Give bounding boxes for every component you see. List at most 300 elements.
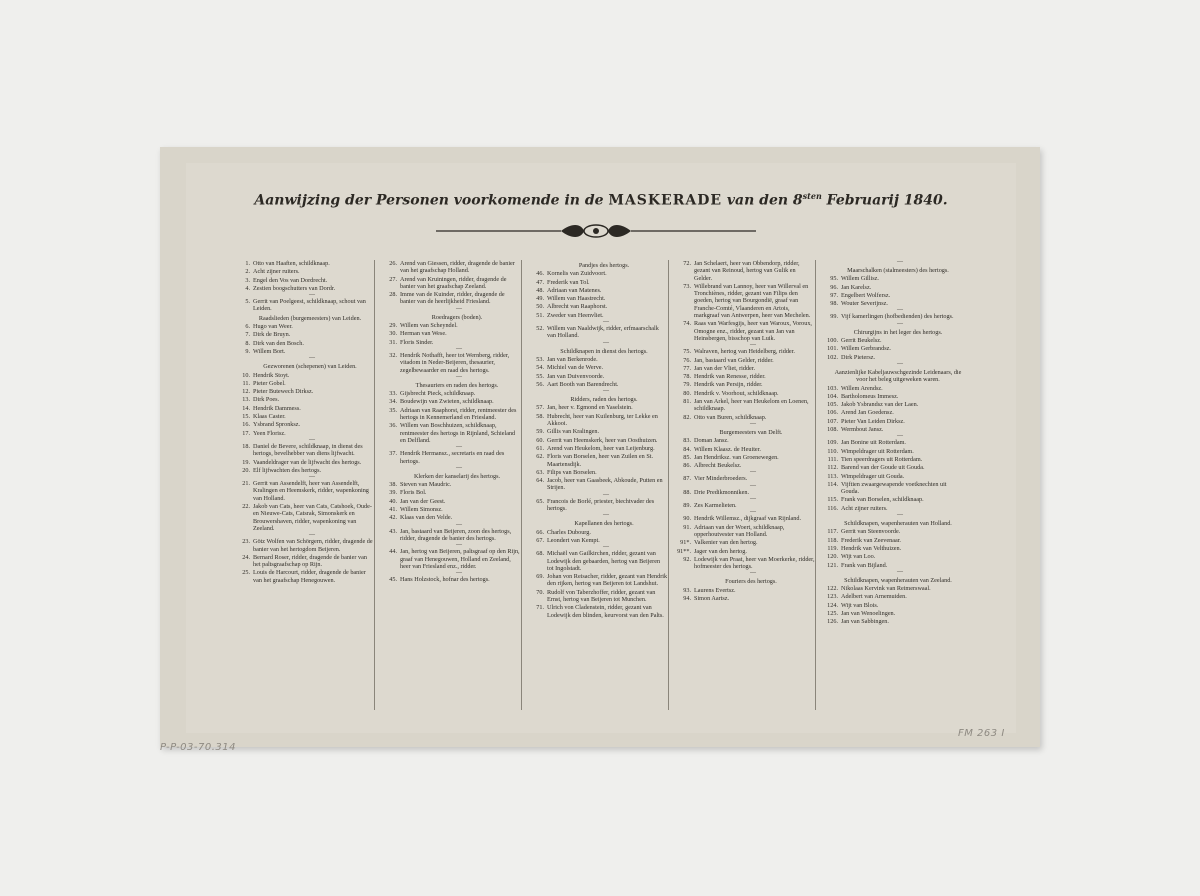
section-heading: Chirurgijns in het leger des hertogs. xyxy=(853,328,943,336)
list-item xyxy=(236,298,374,313)
entry-text: Jacob, heer van Gaasbeek, Abkoude, Putten en Strijen. xyxy=(547,477,663,492)
separator-dash: — xyxy=(897,259,903,265)
entry-text: Daniel de Bevere, schildknaap, in dienst des hertogs, bevelhebber van diens lijfwacht. xyxy=(253,442,363,458)
entry-number: 66. xyxy=(536,528,544,536)
list-item xyxy=(236,569,374,584)
list-item xyxy=(824,292,962,299)
entry-text: Hendrik van Persijn, ridder. xyxy=(694,381,763,389)
entry-number: 105. xyxy=(827,401,838,409)
entry-text: Hendrik Stoyt. xyxy=(253,371,290,379)
entry-number: 24. xyxy=(242,553,250,561)
list-item xyxy=(677,365,815,372)
list-item xyxy=(824,409,962,416)
list-item xyxy=(824,553,962,560)
section-heading: Fouriers des hertogs. xyxy=(725,578,777,586)
separator-dash: — xyxy=(456,305,462,312)
list-item xyxy=(677,437,815,444)
entry-number: 121. xyxy=(827,561,838,569)
list-item xyxy=(530,413,668,428)
entry-number: 9. xyxy=(245,347,250,355)
list-item xyxy=(677,524,815,539)
entry-text: Ulrich von Cladenstein, ridder, gezant van Lodewijk den blinden, keurvorst van den Palts. xyxy=(547,604,664,619)
column-4 xyxy=(677,260,815,715)
entry-text: Vier Minderbroeders. xyxy=(694,475,748,483)
list-item xyxy=(383,506,521,513)
entry-text: Rudolf von Taberzhoffer, ridder, gezant van Ernst, hertog van Beijeren tot Munchen. xyxy=(547,588,656,603)
entry-number: 27. xyxy=(389,275,397,283)
entry-number: 61. xyxy=(536,444,544,452)
list-item xyxy=(677,595,815,602)
list-item xyxy=(824,562,962,569)
list-item xyxy=(677,373,815,380)
list-item xyxy=(530,537,668,544)
list-item xyxy=(530,404,668,411)
entry-number: 104. xyxy=(827,392,838,400)
entry-text: Acht zijner ruiters. xyxy=(253,268,300,276)
separator-dash: — xyxy=(750,496,756,503)
entry-number: 2. xyxy=(245,268,250,276)
entry-number: 70. xyxy=(536,588,544,596)
entry-number: 39. xyxy=(389,489,397,497)
separator-dash: — xyxy=(750,469,756,476)
list-item xyxy=(677,462,815,469)
list-item xyxy=(383,489,521,496)
list-item xyxy=(530,477,668,492)
entry-text: Wimpeldrager uit Gouda. xyxy=(841,472,905,480)
list-item xyxy=(530,453,668,468)
separator-dash: — xyxy=(603,491,609,498)
separator-dash: — xyxy=(750,342,756,349)
entry-number: 116. xyxy=(827,504,838,512)
entry-number: 4. xyxy=(245,284,250,292)
entry-text: Lodewijk van Praat, heer van Moerkerke, ridder, hofmeester des hertogs. xyxy=(694,555,815,571)
list-item xyxy=(677,381,815,388)
entry-text: Jakob van Cats, heer van Cats, Catshoek, Oude- en Nieuwe-Cats, Catsrak, Simonskerk en Brouwershaven, ridder, wapenkoning van Zeeland. xyxy=(253,503,372,532)
entry-text: Jan van Duivenvoorde. xyxy=(547,372,605,380)
section-heading: Schildknapen, wapenherauten van Zeeland. xyxy=(844,576,952,584)
entry-text: Dirk van den Bosch. xyxy=(253,339,304,347)
entry-number: 75. xyxy=(683,348,691,356)
list-item xyxy=(824,456,962,463)
list-item xyxy=(677,414,815,421)
entry-text: Jager van den hertog. xyxy=(694,547,747,555)
list-item xyxy=(530,312,668,319)
list-item xyxy=(236,372,374,379)
entry-text: Steven van Maudric. xyxy=(400,481,452,489)
entry-number: 93. xyxy=(683,586,691,594)
entry-text: Jan, heer v. Egmond en Yaselstein. xyxy=(547,404,633,412)
entry-number: 40. xyxy=(389,497,397,505)
list-item xyxy=(530,279,668,286)
entry-number: 122. xyxy=(827,585,838,593)
list-item xyxy=(824,448,962,455)
separator-dash: — xyxy=(309,436,315,443)
entry-number: 19. xyxy=(242,458,250,466)
entry-text: Willem Klaasz. de Heuiter. xyxy=(694,445,761,453)
list-item xyxy=(383,576,521,583)
separator-dash: — xyxy=(309,474,315,481)
entry-number: 126. xyxy=(827,618,838,626)
entry-number: 16. xyxy=(242,421,250,429)
entry-number: 110. xyxy=(827,447,838,455)
entry-text: Willem Arendsz. xyxy=(841,384,883,392)
list-item xyxy=(236,459,374,466)
list-item xyxy=(236,323,374,330)
separator-dash: — xyxy=(750,570,756,577)
list-item xyxy=(677,489,815,496)
list-item xyxy=(236,277,374,284)
entry-number: 106. xyxy=(827,409,838,417)
ornament-divider xyxy=(436,221,756,241)
entry-text: Hendrik van Velthuizen. xyxy=(841,544,902,552)
entry-text: Wimpeldrager uit Rotterdam. xyxy=(841,447,914,455)
entry-text: Pieter Van Leiden Dirksz. xyxy=(841,417,905,425)
entry-text: Gerrit van Heemskerk, heer van Oosthuizen. xyxy=(547,436,658,444)
separator-dash: — xyxy=(750,420,756,427)
entry-number: 118. xyxy=(827,536,838,544)
entry-number: 98. xyxy=(830,300,838,308)
entry-number: 58. xyxy=(536,412,544,420)
entry-number: 69. xyxy=(536,573,544,581)
list-item xyxy=(383,330,521,337)
entry-number: 30. xyxy=(389,330,397,338)
list-item xyxy=(530,287,668,294)
entry-number: 92. xyxy=(683,555,691,563)
entry-text: Floris Bol. xyxy=(400,489,427,497)
list-item xyxy=(383,407,521,422)
list-item xyxy=(677,587,815,594)
separator-dash: — xyxy=(456,570,462,577)
entry-number: 44. xyxy=(389,548,397,556)
list-item xyxy=(530,498,668,513)
separator-dash: — xyxy=(309,532,315,539)
list-item xyxy=(677,539,815,546)
separator-dash: — xyxy=(456,542,462,549)
list-item xyxy=(824,385,962,392)
list-item xyxy=(824,300,962,307)
entry-number: 119. xyxy=(827,544,838,552)
entry-text: Hendrik v. Voorhout, schildknaap. xyxy=(694,389,779,397)
entry-number: 59. xyxy=(536,428,544,436)
entry-number: 1. xyxy=(245,260,250,267)
list-item xyxy=(383,352,521,374)
entry-number: 65. xyxy=(536,497,544,505)
entry-number: 74. xyxy=(683,320,691,328)
list-item xyxy=(236,260,374,267)
entry-number: 28. xyxy=(389,291,397,299)
list-item xyxy=(383,422,521,444)
list-item xyxy=(383,322,521,329)
list-item xyxy=(677,446,815,453)
list-item xyxy=(530,529,668,536)
list-item xyxy=(677,548,815,555)
list-item xyxy=(530,295,668,302)
entry-number: 96. xyxy=(830,283,838,291)
entry-number: 88. xyxy=(683,488,691,496)
separator-dash: — xyxy=(456,345,462,352)
list-item xyxy=(236,331,374,338)
entry-number: 20. xyxy=(242,466,250,474)
list-item xyxy=(383,450,521,465)
list-item xyxy=(530,437,668,444)
entry-number: 107. xyxy=(827,417,838,425)
list-item xyxy=(236,421,374,428)
entry-number: 112. xyxy=(827,464,838,472)
entry-number: 26. xyxy=(389,260,397,267)
inventory-number-right: FM 263 I xyxy=(958,728,1005,739)
entry-number: 12. xyxy=(242,388,250,396)
entry-number: 63. xyxy=(536,468,544,476)
list-item xyxy=(530,373,668,380)
entry-text: Engelbert Wolfersz. xyxy=(841,291,891,299)
column-3 xyxy=(530,260,668,715)
separator-dash: — xyxy=(750,509,756,516)
entry-text: Jan van Arkel, heer van Heukelom en Loenen, schildknaap. xyxy=(694,398,809,413)
entry-number: 47. xyxy=(536,278,544,286)
list-item xyxy=(824,393,962,400)
entry-text: Michaël van Gailkirchen, ridder, gezant van Lodewijk den gebaarden, hertog van Beijeren tot Ingolstadt. xyxy=(547,550,661,572)
section-heading: Gezworenen (schepenen) van Leiden. xyxy=(263,363,357,371)
entry-text: Michiel van de Werve. xyxy=(547,364,604,372)
list-item xyxy=(824,337,962,344)
entry-number: 68. xyxy=(536,550,544,558)
entry-number: 35. xyxy=(389,406,397,414)
list-item xyxy=(824,473,962,480)
entry-text: Hendrik van Renesse, ridder. xyxy=(694,373,766,381)
list-item xyxy=(236,380,374,387)
column-rule xyxy=(668,260,669,710)
list-item xyxy=(530,270,668,277)
column-1 xyxy=(236,260,374,715)
entry-number: 102. xyxy=(827,353,838,361)
entry-number: 57. xyxy=(536,404,544,412)
list-item xyxy=(530,469,668,476)
entry-number: 17. xyxy=(242,429,250,437)
entry-number: 91**. xyxy=(677,547,691,555)
entry-text: Arend van Kruiningen, ridder, dragende de banier van het graafschap Zeeland. xyxy=(400,275,507,290)
list-item xyxy=(824,284,962,291)
entry-text: Vaandeldrager van de lijfwacht des hertogs. xyxy=(253,458,362,466)
entry-number: 42. xyxy=(389,514,397,522)
entry-text: Drie Predikmonniken. xyxy=(694,488,749,496)
entry-number: 95. xyxy=(830,275,838,283)
entry-text: Klaas Caster. xyxy=(253,413,286,421)
entry-number: 109. xyxy=(827,439,838,447)
list-item xyxy=(530,445,668,452)
entry-text: Dirk Poes. xyxy=(253,396,280,404)
entry-number: 117. xyxy=(827,528,838,536)
entry-text: Albrecht Beukelsz. xyxy=(694,462,742,470)
entry-text: Jan, bastaard van Gelder, ridder. xyxy=(694,356,774,364)
section-heading: Burgemeesters van Delft. xyxy=(719,428,783,436)
separator-dash: — xyxy=(456,521,462,528)
list-item xyxy=(824,354,962,361)
entry-number: 90. xyxy=(683,515,691,523)
list-item xyxy=(824,401,962,408)
list-item xyxy=(236,503,374,532)
list-item xyxy=(383,528,521,543)
entry-number: 8. xyxy=(245,339,250,347)
separator-dash: — xyxy=(897,307,903,314)
list-item xyxy=(677,357,815,364)
entry-number: 113. xyxy=(827,472,838,480)
entry-text: Frederik van Tol. xyxy=(547,278,590,286)
list-item xyxy=(236,480,374,502)
list-item xyxy=(236,388,374,395)
printed-sheet xyxy=(186,163,1016,733)
entry-text: Arend van Heukelom, heer van Leijenburg. xyxy=(547,444,655,452)
section-heading: Ridders, raden des hertogs. xyxy=(570,396,638,404)
separator-dash: — xyxy=(897,568,903,575)
entry-text: Filips van Borselen. xyxy=(547,468,597,476)
entry-number: 125. xyxy=(827,609,838,617)
entry-number: 79. xyxy=(683,381,691,389)
entry-text: Gillis van Kralingen. xyxy=(547,428,600,436)
list-item xyxy=(383,548,521,570)
entry-number: 7. xyxy=(245,331,250,339)
entry-text: Jan van der Geest. xyxy=(400,497,446,505)
entry-number: 91*. xyxy=(680,539,691,547)
list-item xyxy=(236,413,374,420)
entry-number: 78. xyxy=(683,373,691,381)
entry-number: 91. xyxy=(683,523,691,531)
entry-number: 11. xyxy=(242,379,250,387)
entry-number: 123. xyxy=(827,593,838,601)
entry-text: Leondert van Kempt. xyxy=(547,536,600,544)
entry-text: Arend Jan Goedensz. xyxy=(841,409,894,417)
entry-number: 49. xyxy=(536,295,544,303)
entry-text: Otto van Buren, schildknaap. xyxy=(694,413,767,421)
entry-number: 23. xyxy=(242,538,250,546)
entry-text: Acht zijner ruiters. xyxy=(841,504,888,512)
entry-text: Pieter Butewech Dirksz. xyxy=(253,388,314,396)
entry-text: Gerrit van Steenvoorde. xyxy=(841,528,901,536)
entry-text: Adriaan van Raaphorst, ridder, rentmeester des hertogs in Kennemerland en Friesland. xyxy=(400,406,517,422)
entry-text: Frank van Bijland. xyxy=(841,561,888,569)
title-mid: van den 8 xyxy=(726,192,803,209)
list-item xyxy=(383,481,521,488)
entry-text: Wermbout Jansz. xyxy=(841,426,884,434)
entry-text: Laurens Evertsz. xyxy=(694,586,736,594)
entry-text: Engel den Vos van Dordrecht. xyxy=(253,276,328,284)
list-item xyxy=(236,348,374,355)
list-item xyxy=(383,390,521,397)
entry-text: Ysbrand Spronksz. xyxy=(253,421,301,429)
entry-number: 60. xyxy=(536,436,544,444)
list-item xyxy=(677,475,815,482)
list-item xyxy=(236,443,374,458)
separator-dash: — xyxy=(897,512,903,519)
document-title xyxy=(186,191,1016,209)
entry-text: Pieter Gobel. xyxy=(253,379,286,387)
entry-number: 115. xyxy=(827,496,838,504)
entry-text: Jan Hendriksz. van Groenewegen. xyxy=(694,453,779,461)
entry-number: 94. xyxy=(683,594,691,602)
entry-text: Jan van Sabbingen. xyxy=(841,618,889,626)
entry-text: Jan van der Vliet, ridder. xyxy=(694,364,756,372)
entry-number: 31. xyxy=(389,338,397,346)
entry-number: 37. xyxy=(389,450,397,458)
entry-number: 3. xyxy=(245,276,250,284)
list-item xyxy=(236,430,374,437)
entry-number: 52. xyxy=(536,325,544,333)
list-item xyxy=(824,528,962,535)
entry-number: 89. xyxy=(683,502,691,510)
entry-text: Bernard Roser, ridder, dragende de banier van het paltsgraafschap op Rijn. xyxy=(253,553,367,569)
column-rule xyxy=(815,260,816,710)
separator-dash: — xyxy=(750,482,756,489)
entry-text: Charles Dubourg. xyxy=(547,528,591,536)
list-item xyxy=(677,348,815,355)
entry-number: 38. xyxy=(389,481,397,489)
entry-number: 18. xyxy=(242,442,250,450)
entry-number: 50. xyxy=(536,303,544,311)
section-heading: Aanzienlijke Kabeljauwschgezinde Leidenaars, die voor het beleg uitgeweken waren. xyxy=(834,368,962,384)
entry-text: Hendrik Willemsz., dijkgraaf van Rijnland. xyxy=(694,515,802,523)
entry-number: 76. xyxy=(683,356,691,364)
entry-number: 72. xyxy=(683,260,691,267)
entry-number: 43. xyxy=(389,527,397,535)
list-item xyxy=(530,604,668,619)
entry-text: Floris Sinder. xyxy=(400,338,434,346)
entry-text: Klaas van den Velde. xyxy=(400,514,453,522)
entry-text: Raas van Warfesgijs, heer van Waroux, Voroux, Omogne enz., ridder, gezant van Jan van Heinsbergen, bisschop van Luik. xyxy=(694,320,812,342)
section-heading: Klerken der kanselarij des hertogs. xyxy=(413,472,501,480)
list-item xyxy=(383,498,521,505)
entry-number: 103. xyxy=(827,384,838,392)
entry-text: Hugo van Weer. xyxy=(253,323,293,331)
list-item xyxy=(677,283,815,319)
entry-number: 21. xyxy=(242,480,250,488)
entry-number: 82. xyxy=(683,413,691,421)
entry-text: Jan Bonine uit Rotterdam. xyxy=(841,439,906,447)
entry-text: Willem Bort. xyxy=(253,347,286,355)
entry-text: Wijt van Loo. xyxy=(841,553,876,561)
entry-text: Elf lijfwachten des hertogs. xyxy=(253,466,322,474)
entry-number: 5. xyxy=(245,298,250,306)
entry-number: 99. xyxy=(830,313,838,321)
entry-text: Vijf kamerlingen (hofbedienden) des hertogs. xyxy=(841,313,954,321)
entry-number: 53. xyxy=(536,355,544,363)
entry-text: Francois de Borlé, priester, biechtvader des hertogs. xyxy=(547,497,655,513)
list-item xyxy=(530,364,668,371)
entry-text: Louis de Harcourt, ridder, dragende de banier van het graafschap Henegouwen. xyxy=(253,569,366,584)
entry-number: 100. xyxy=(827,337,838,345)
entry-text: Dirk Pietersz. xyxy=(841,353,876,361)
entry-text: Dirk de Bruyn. xyxy=(253,331,291,339)
entry-number: 120. xyxy=(827,553,838,561)
entry-number: 80. xyxy=(683,389,691,397)
list-item xyxy=(236,268,374,275)
entry-text: Wijt van Blois. xyxy=(841,601,879,609)
entry-number: 83. xyxy=(683,437,691,445)
section-heading: Schildknapen, wapenherauten van Holland. xyxy=(844,520,952,528)
entry-number: 55. xyxy=(536,372,544,380)
entry-text: Willem Gerbrandsz. xyxy=(841,345,891,353)
title-prefix: Aanwijzing der Personen voorkomende in de xyxy=(254,192,604,209)
list-item xyxy=(530,303,668,310)
section-heading: Pandjes des hertogs. xyxy=(578,262,630,269)
entry-text: Willem van Boschhuizen, schildknaap, rentmeester des hertogs in Rijnland, Schieland en Delfland. xyxy=(400,422,516,444)
list-item xyxy=(824,585,962,592)
entry-text: Willem Simonsz. xyxy=(400,506,443,514)
entry-number: 51. xyxy=(536,311,544,319)
entry-number: 25. xyxy=(242,569,250,577)
list-item xyxy=(530,325,668,340)
list-item xyxy=(383,398,521,405)
entry-number: 62. xyxy=(536,453,544,461)
list-item xyxy=(383,339,521,346)
